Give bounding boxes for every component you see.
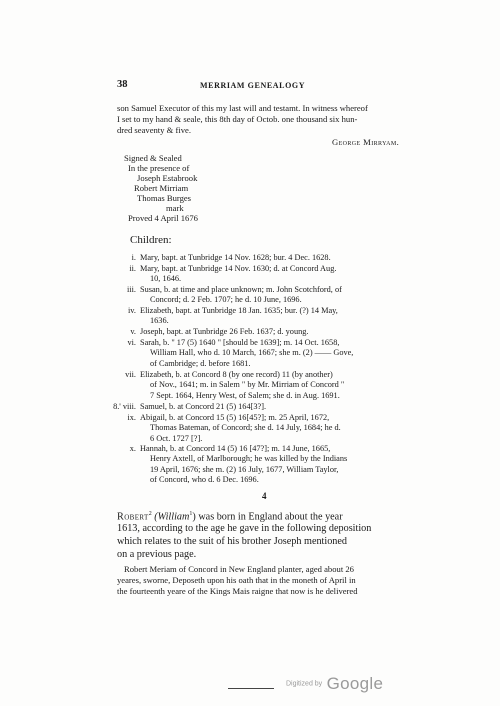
child-text [140,338,353,369]
child-text [140,327,308,337]
deposition-line-2: yeares, sworne, Deposeth upon his oath that in the moneth of April in [117,575,356,585]
robert-line-3: which relates to the suit of his brother Joseph mentioned [117,536,348,547]
deposition-line-1: Robert Meriam of Concord in New England planter, aged about 26 [124,564,354,574]
child-text [140,413,341,444]
child-text-line: Mary, bapt. at Tunbridge 14 Nov. 1630; d. at Concord Aug. [140,264,337,273]
child-text-line: Sarah, b. " 17 (5) 1640 " [should be 1639]; m. 14 Oct. 1658, [140,338,340,347]
page-number: 38 [117,79,128,90]
witness-burges: Thomas Burges [137,193,192,203]
child-number: v. [130,327,136,336]
father-name: (William [154,511,190,523]
child-text-line: Samuel, b. at Concord 21 (5) 164[3?]. [140,402,267,411]
child-text [140,444,347,486]
witness-mirriam: Robert Mirriam [134,183,189,193]
child-text-line: 6 Oct. 1727 [?]. [150,433,203,443]
child-text-line: Elizabeth, bapt. at Tunbridge 18 Jan. 1635; bur. (?) 14 May, [140,306,338,315]
will-line-2: I set to my hand & seale, this 8th day of Octob. one thousand six hun- [117,114,358,124]
proved-date: Proved 4 April 1676 [128,213,198,223]
child-text-line: 7 Sept. 1664, Henry West, of Salem; she d. in Aug. 1691. [150,390,340,400]
child-text-line: Mary, bapt. at Tunbridge 14 Nov. 1628; bur. 4 Dec. 1628. [140,253,331,262]
child-text [140,285,342,306]
child-text-line: Elizabeth, b. at Concord 8 (by one record) 11 (by another) [140,370,333,379]
running-title: MERRIAM GENEALOGY [200,81,306,90]
witness-estabrook: Joseph Estabrook [137,173,198,183]
child-text-line: Abigail, b. at Concord 15 (5) 16[45?]; m. 25 April, 1672, [140,413,330,422]
child-number: x. [129,444,136,453]
generation-sup: 2 [148,511,152,517]
digitized-prefix: Digitized by [286,680,323,688]
child-text-line: 19 April, 1676; she m. (2) 16 July, 1677, William Taylor, [150,464,339,474]
google-logo: Google [326,674,384,693]
robert-name: Robert [117,511,149,523]
child-number: 8.' viii. [113,402,136,411]
in-presence-of: In the presence of [128,163,190,173]
signature: George Mirryam. [332,137,400,147]
digitized-by-google-watermark [286,674,383,694]
child-text [140,370,344,401]
child-text-line: of Nov., 1641; m. in Salem " by Mr. Mirriam of Concord " [150,380,345,390]
child-number: vii. [125,370,136,379]
robert-line-4: on a previous page. [117,549,197,560]
child-number: iv. [128,306,136,315]
child-text-line: Joseph, bapt. at Tunbridge 26 Feb. 1637; d. young. [140,327,309,336]
child-text-line: Thomas Bateman, of Concord; she d. 14 July, 1684; he d. [150,423,341,433]
child-text-line: William Hall, who d. 10 March, 1667; she m. (2) —— Gove, [150,348,354,358]
child-text-line: of Concord, who d. 6 Dec. 1696. [150,475,259,485]
child-text-line: Concord; d. 2 Feb. 1707; he d. 10 June, 1696. [150,295,302,305]
child-text-line: 10, 1646. [150,274,182,284]
child-number: i. [131,253,136,262]
will-line-1: son Samuel Executor of this my last will and testamt. In witness whereof [117,103,368,113]
mark-label: mark [166,203,184,213]
signed-sealed: Signed & Sealed [124,153,182,163]
robert-line-1-rest: ) was born in England about the year [192,511,343,523]
child-text [140,253,331,263]
section-number: 4 [262,491,267,501]
child-text-line: Hannah, b. at Concord 14 (5) 16 [47?]; m. 14 June, 1665, [140,444,331,453]
child-text-line: of Cambridge; d. before 1681. [150,358,251,368]
generation-sup-2: 1 [189,511,193,517]
child-text-line: Susan, b. at time and place unknown; m. John Scotchford, of [140,285,342,294]
children-heading: Children: [130,234,172,246]
child-text-line: Henry Axtell, of Marlborough; he was killed by the Indians [150,454,348,464]
robert-line-2: 1613, according to the age he gave in the following deposition [117,523,372,534]
child-number: vi. [127,338,136,347]
deposition-line-3: the fourteenth yeare of the Kings Mais raigne that now is he delivered [117,586,358,596]
child-text [140,264,336,285]
will-line-3: dred seaventy & five. [117,125,191,135]
child-text [140,306,338,327]
child-number: ii. [129,264,136,273]
child-text-line: 1636. [150,316,169,326]
child-number: ix. [127,413,136,422]
child-text [140,402,266,412]
child-number: iii. [127,285,136,294]
footer-rule [228,688,274,689]
